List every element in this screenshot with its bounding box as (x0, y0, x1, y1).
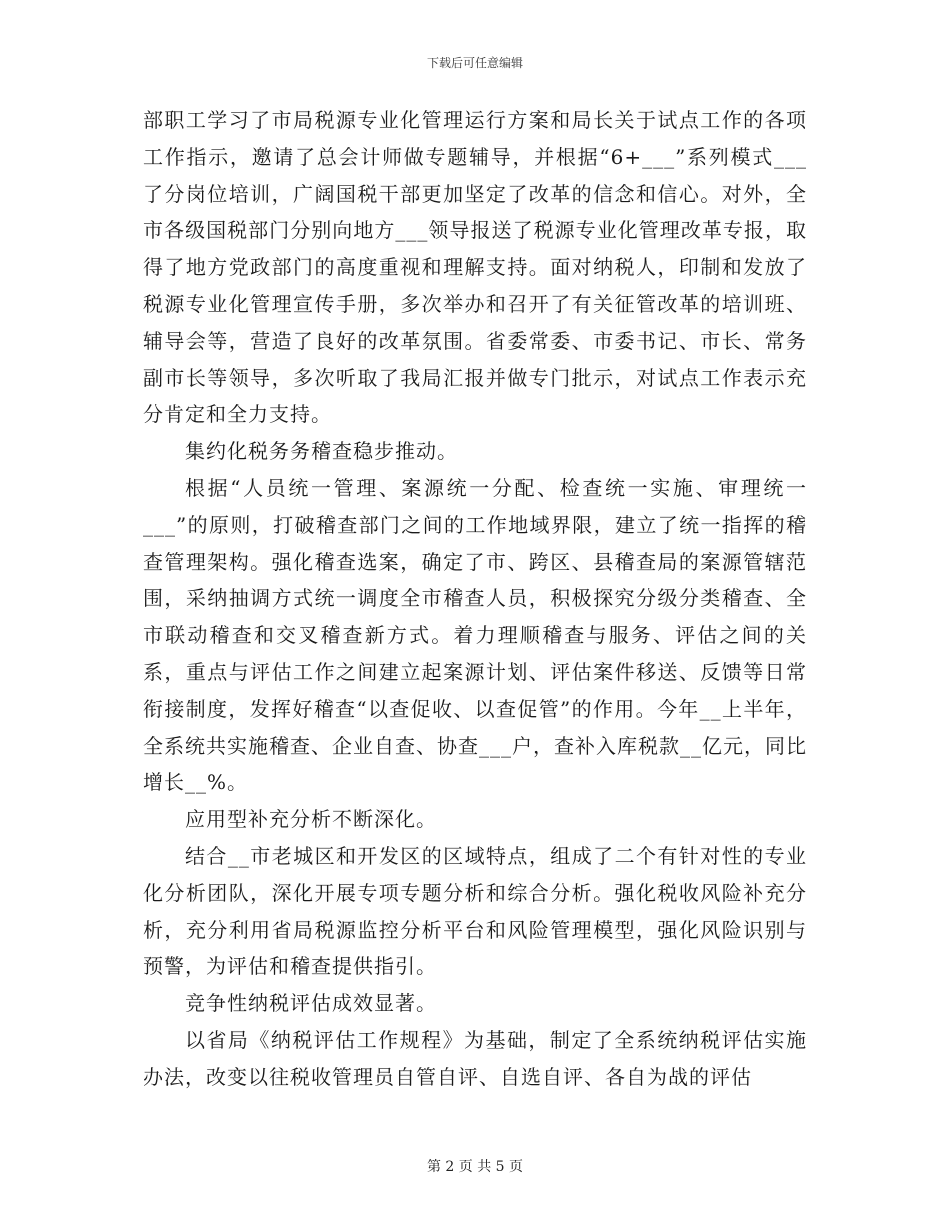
section-heading: 集约化税务务稽查稳步推动。 (185, 439, 458, 464)
page-number: 第 2 页 共 5 页 (426, 1159, 524, 1175)
paragraph: 根据“人员统一管理、案源统一分配、检查统一实施、审理统一___”的原则，打破稽查部门之间的工作地域界限，建立了统一指挥的稽查管理架构。强化稽查选案，确定了市、跨区、县稽查局的案源管辖范围，采纳抽调方式统一调度全市稽查人员，积极探究分级分类稽查、全市联动稽查和交叉稽查新方式。着力理顺稽查与服务、评估之间的关系，重点与评估工作之间建立起案源计划、评估案件移送、反馈等日常衔接制度，发挥好稽查“以查促收、以查促管”的作用。今年__上半年，全系统共实施稽查、企业自查、协查___户，查补入库税款__亿元，同比增长__%。 (143, 475, 807, 795)
section-heading: 应用型补充分析不断深化。 (185, 807, 437, 832)
section-heading: 竞争性纳税评估成效显著。 (185, 991, 437, 1016)
paragraph: 部职工学习了市局税源专业化管理运行方案和局长关于试点工作的各项工作指示，邀请了总会计师做专题辅导，并根据“6+___”系列模式___了分岗位培训，广阔国税干部更加坚定了改革的信念和信心。对外，全市各级国税部门分别向地方___领导报送了税源专业化管理改革专报，取得了地方党政部门的高度重视和理解支持。面对纳税人，印制和发放了税源专业化管理宣传手册，多次举办和召开了有关征管改革的培训班、辅导会等，营造了良好的改革氛围。省委常委、市委书记、市长、常务副市长等领导，多次听取了我局汇报并做专门批示，对试点工作表示充分肯定和全力支持。 (143, 108, 807, 427)
page-header: 下载后可任意编辑 (426, 56, 523, 70)
document-body (143, 102, 807, 1096)
paragraph: 结合__市老城区和开发区的区域特点，组成了二个有针对性的专业化分析团队，深化开展专项专题分析和综合分析。强化税收风险补充分析，充分利用省局税源监控分析平台和风险管理模型，强化风险识别与预警，为评估和稽查提供指引。 (143, 843, 807, 979)
paragraph: 以省局《纳税评估工作规程》为基础，制定了全系统纳税评估实施办法，改变以往税收管理员自管自评、自选自评、各自为战的评估 (143, 1027, 807, 1089)
